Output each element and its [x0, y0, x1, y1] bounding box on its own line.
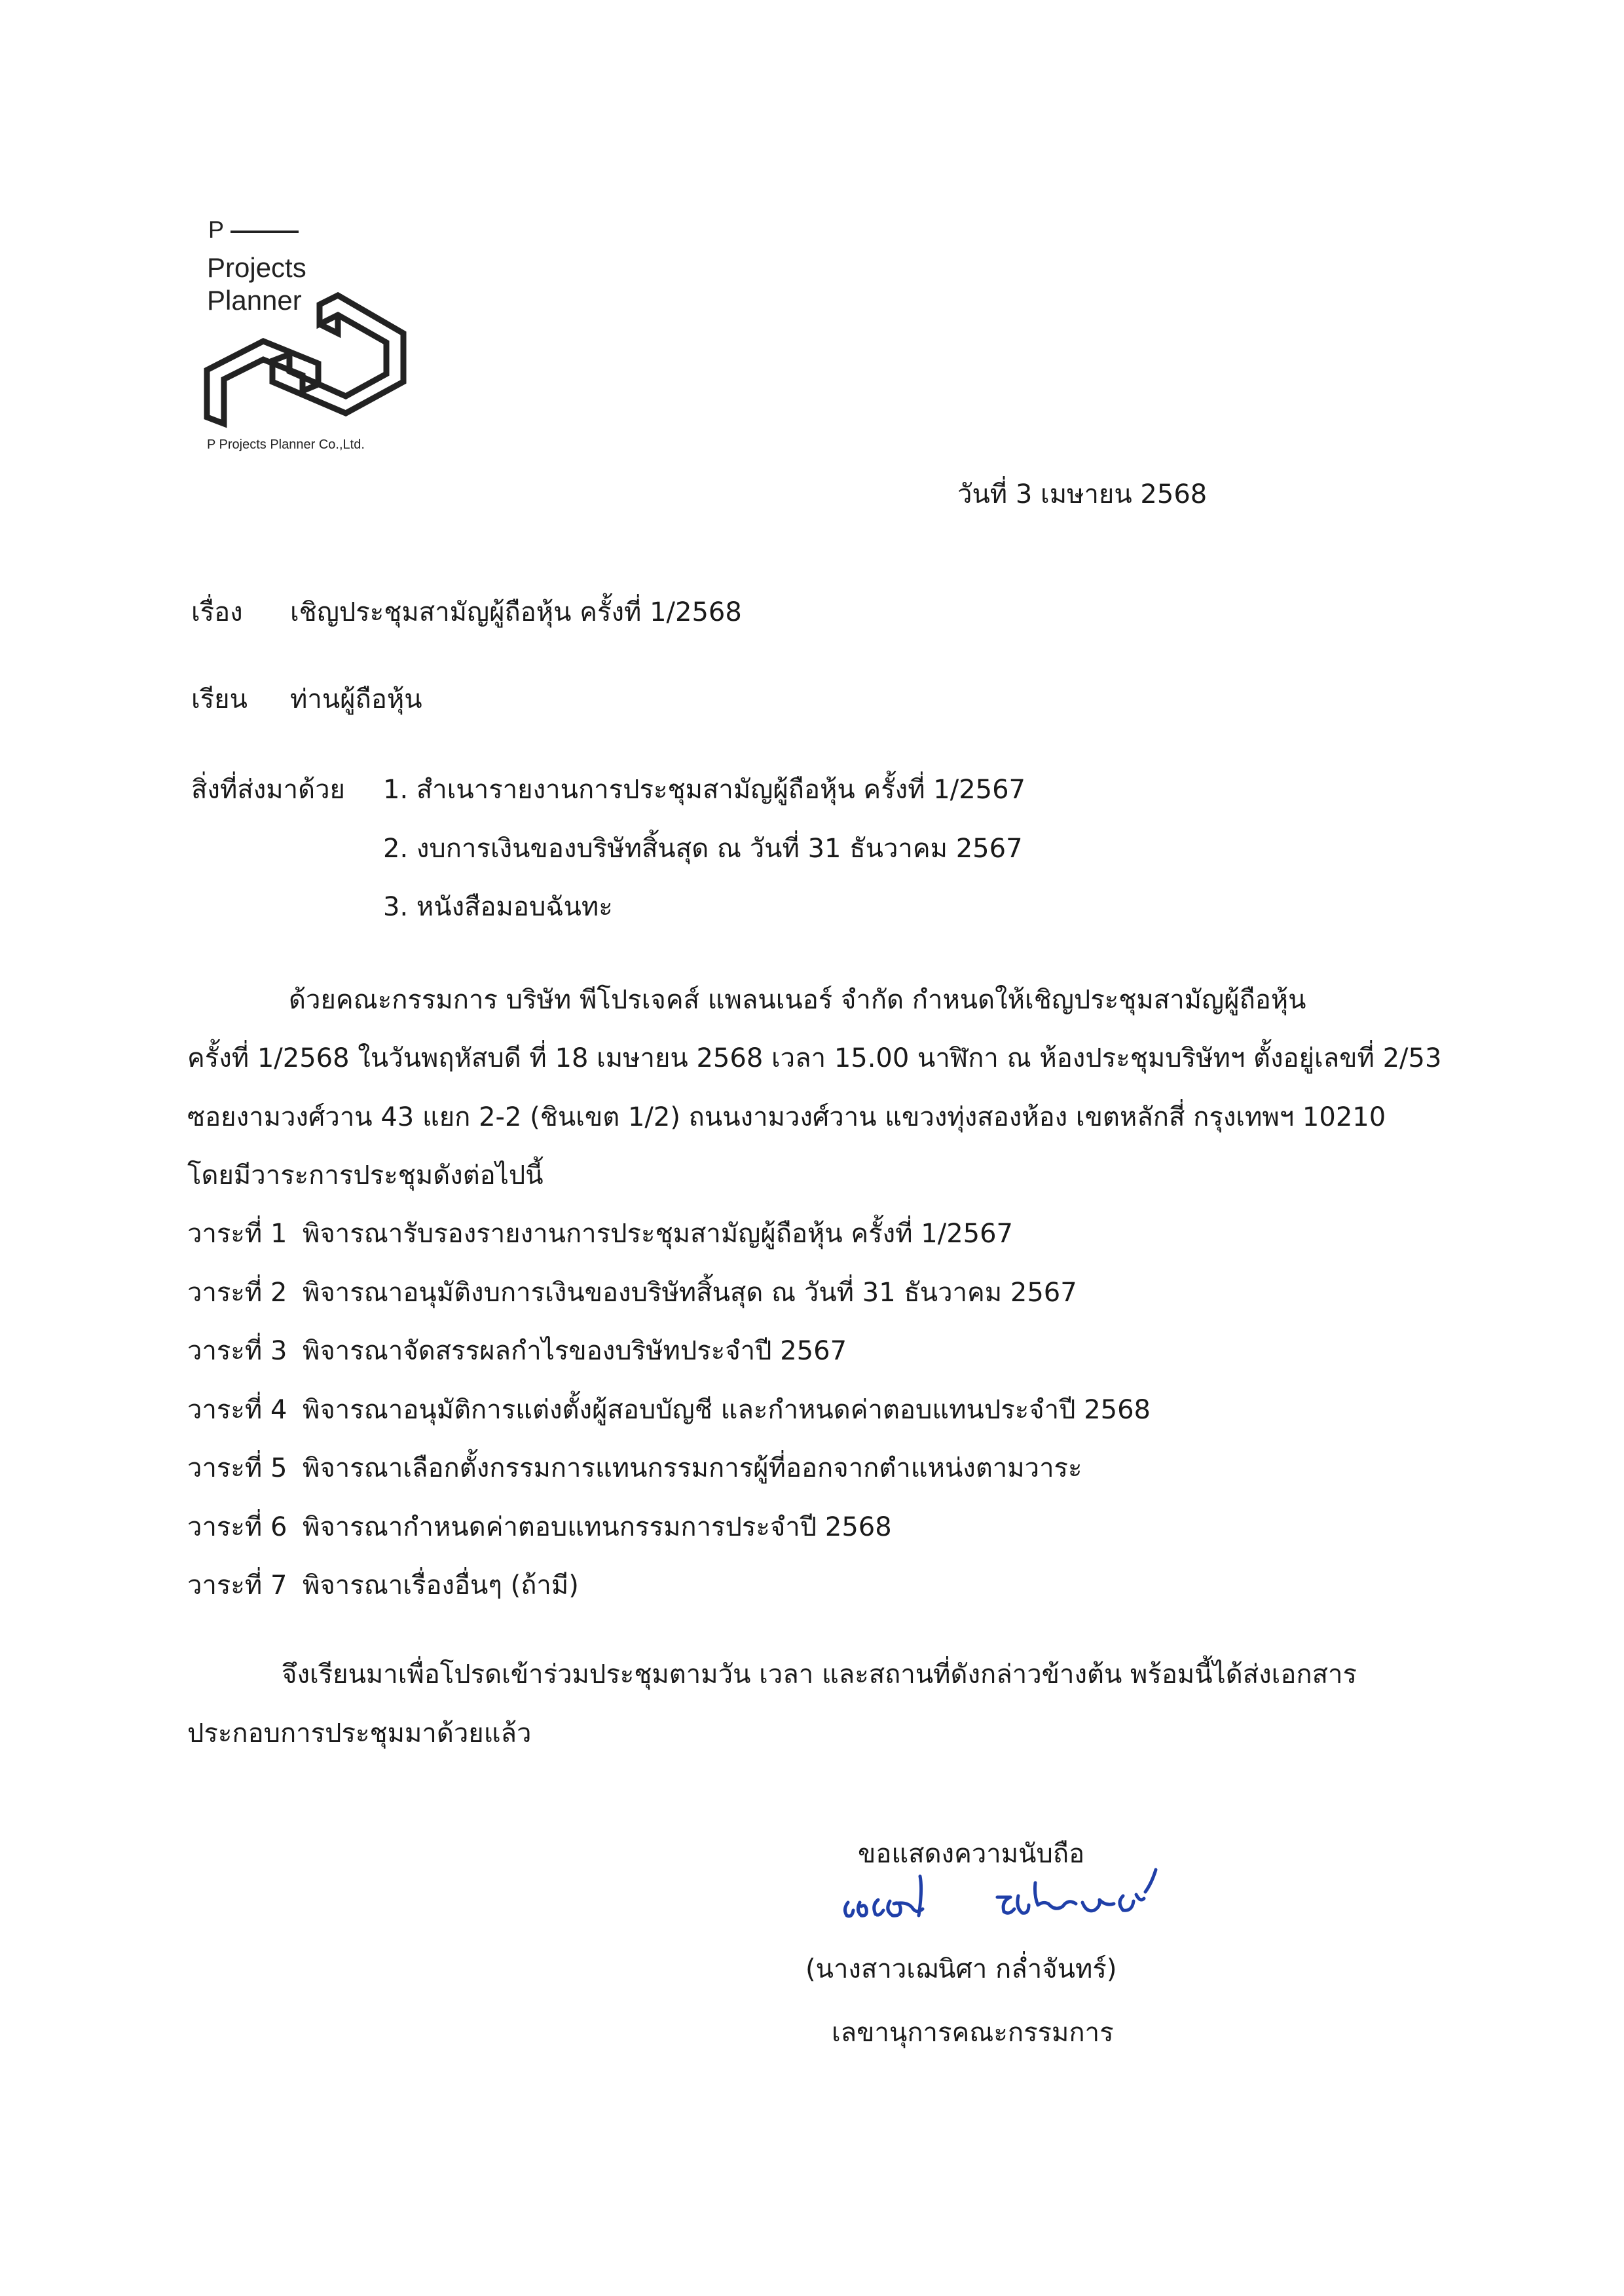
body-line: ครั้งที่ 1/2568 ในวันพฤหัสบดี ที่ 18 เมษายน 2568 เวลา 15.00 นาฬิกา ณ ห้องประชุมบริษัทฯ ตั้งอยู่เลขที่ 2/53 [187, 1043, 1442, 1073]
signoff-greeting: ขอแสดงความนับถือ [858, 1839, 1085, 1869]
agenda-text: พิจารณารับรองรายงานการประชุมสามัญผู้ถือหุ้น ครั้งที่ 1/2567 [303, 1219, 1013, 1249]
agenda-item [187, 1280, 1077, 1306]
logo-rule [231, 231, 299, 233]
agenda-number: วาระที่ 2 [187, 1278, 287, 1308]
signatory-name: (นางสาวเฌนิศา กล่ำจันทร์) [805, 1954, 1117, 1984]
agenda-number: วาระที่ 4 [187, 1395, 287, 1425]
agenda-item [187, 1572, 579, 1599]
handwritten-signature-icon [822, 1857, 1175, 1935]
subject-text: เชิญประชุมสามัญผู้ถือหุ้น ครั้งที่ 1/2568 [290, 597, 742, 627]
agenda-text: พิจารณาอนุมัติงบการเงินของบริษัทสิ้นสุด ณ วันที่ 31 ธันวาคม 2567 [303, 1278, 1077, 1308]
closing-line: ประกอบการประชุมมาด้วยแล้ว [187, 1718, 532, 1749]
agenda-text: พิจารณากำหนดค่าตอบแทนกรรมการประจำปี 2568 [303, 1512, 892, 1542]
logo-company-name: P Projects Planner Co.,Ltd. [207, 437, 365, 452]
enclosure-item: 3. หนังสือมอบฉันทะ [383, 892, 613, 922]
logo-word-planner: Planner [207, 285, 302, 316]
closing-line: จึงเรียนมาเพื่อโปรดเข้าร่วมประชุมตามวัน เวลา และสถานที่ดังกล่าวข้างต้น พร้อมนี้ได้ส่งเอกสาร [282, 1659, 1357, 1690]
agenda-item [187, 1455, 1082, 1481]
agenda-text: พิจารณาอนุมัติการแต่งตั้งผู้สอบบัญชี และกำหนดค่าตอบแทนประจำปี 2568 [303, 1395, 1151, 1425]
recipient-label: เรียน [191, 684, 248, 714]
body-line: ด้วยคณะกรรมการ บริษัท พีโปรเจคส์ แพลนเนอร์ จำกัด กำหนดให้เชิญประชุมสามัญผู้ถือหุ้น [289, 985, 1306, 1015]
agenda-item [187, 1514, 892, 1540]
signatory-title: เลขานุการคณะกรรมการ [832, 2018, 1114, 2048]
letter-date: วันที่ 3 เมษายน 2568 [957, 479, 1208, 509]
enclosure-item: 1. สำเนารายงานการประชุมสามัญผู้ถือหุ้น ครั้งที่ 1/2567 [383, 775, 1025, 805]
subject-label: เรื่อง [191, 597, 243, 627]
agenda-number: วาระที่ 3 [187, 1336, 287, 1366]
agenda-number: วาระที่ 5 [187, 1453, 287, 1483]
enclosure-item: 2. งบการเงินของบริษัทสิ้นสุด ณ วันที่ 31 ธันวาคม 2567 [383, 834, 1023, 864]
agenda-number: วาระที่ 1 [187, 1219, 287, 1249]
company-logo-mark-icon [203, 278, 413, 429]
agenda-text: พิจารณาเลือกตั้งกรรมการแทนกรรมการผู้ที่ออกจากตำแหน่งตามวาระ [303, 1453, 1082, 1483]
agenda-item [187, 1221, 1013, 1247]
agenda-text: พิจารณาจัดสรรผลกำไรของบริษัทประจำปี 2567 [303, 1336, 847, 1366]
agenda-text: พิจารณาเรื่องอื่นๆ (ถ้ามี) [303, 1570, 579, 1601]
agenda-number: วาระที่ 6 [187, 1512, 287, 1542]
recipient-text: ท่านผู้ถือหุ้น [290, 684, 422, 714]
agenda-number: วาระที่ 7 [187, 1570, 287, 1601]
body-line: ซอยงามวงศ์วาน 43 แยก 2-2 (ชินเขต 1/2) ถนนงามวงศ์วาน แขวงทุ่งสองห้อง เขตหลักสี่ กรุงเทพฯ 10210 [187, 1102, 1386, 1132]
agenda-item [187, 1338, 847, 1364]
agenda-item [187, 1397, 1151, 1423]
enclosures-label: สิ่งที่ส่งมาด้วย [191, 775, 345, 805]
logo-letter: P [208, 216, 225, 243]
logo-word-projects: Projects [207, 252, 306, 283]
body-line: โดยมีวาระการประชุมดังต่อไปนี้ [187, 1160, 544, 1191]
